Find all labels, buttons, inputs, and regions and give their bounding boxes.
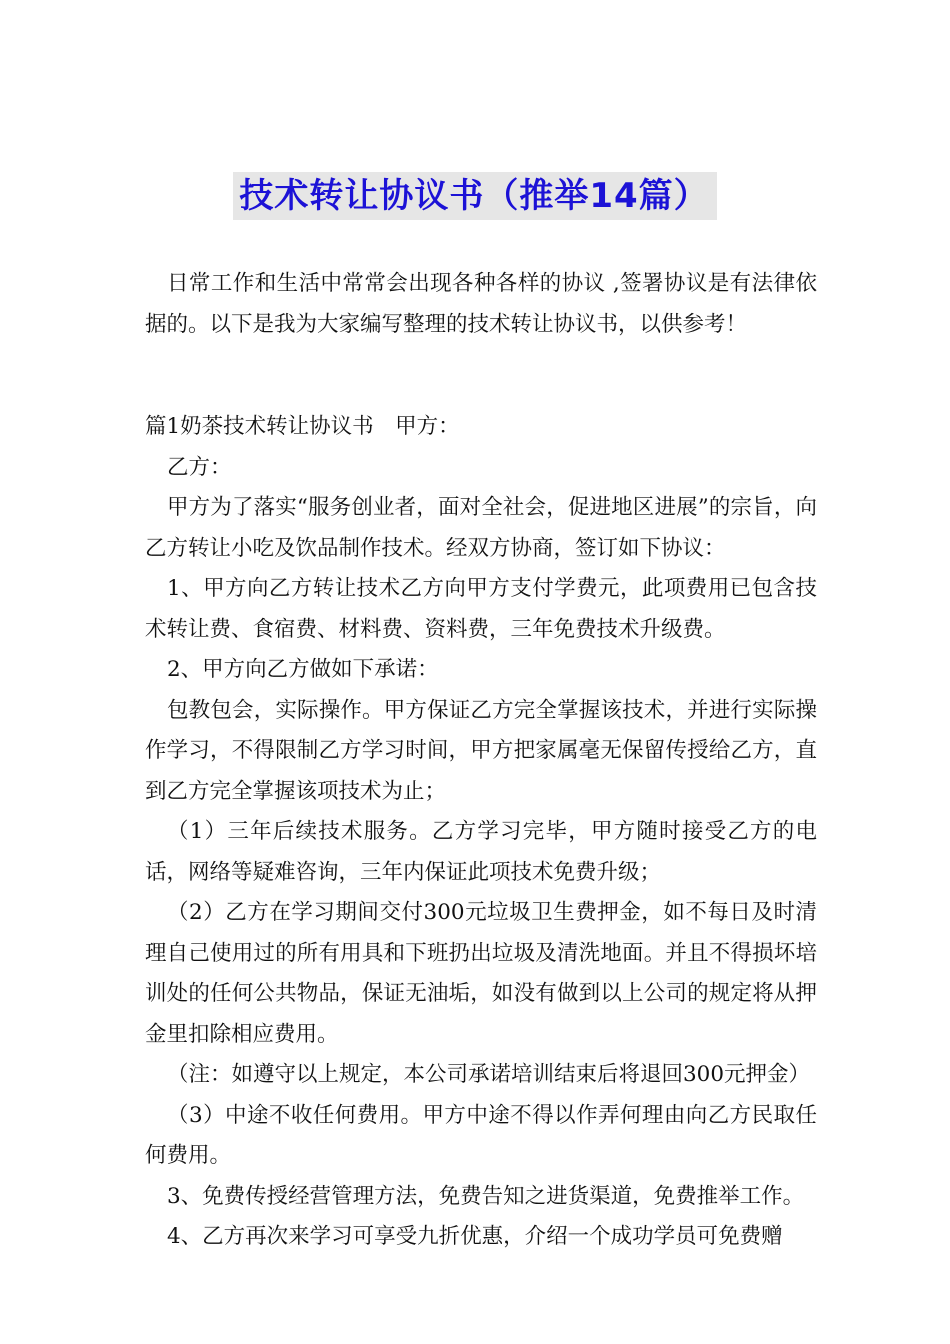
clause-2-item-2: （2）乙方在学习期间交付300元垃圾卫生费押金，如不每日及时清理自己使用过的所有用具和下班扔出垃圾及清洗地面。并且不得损坏培训处的任何公共物品，保证无油垢，如没有做到以上公司的规定将从押金里扣除相应费用。 [145, 900, 817, 1047]
document-title: 技术转让协议书（推举14篇） [233, 172, 716, 220]
clause-2-note: （注：如遵守以上规定，本公司承诺培训结束后将退回300元押金） [167, 1062, 811, 1087]
section-heading: 篇1奶茶技术转让协议书 甲方： [145, 414, 460, 439]
clause-2: 2、甲方向乙方做如下承诺： [167, 657, 439, 682]
party-b-line: 乙方： [167, 454, 232, 480]
clause-4: 4、乙方再次来学习可享受九折优惠，介绍一个成功学员可免费赠 [167, 1224, 783, 1249]
clause-2-item-3: （3）中途不收任何费用。甲方中途不得以作弄何理由向乙方民取任何费用。 [145, 1102, 817, 1168]
intro-section [145, 264, 817, 345]
clause-3: 3、免费传授经营管理方法，免费告知之进货渠道，免费推举工作。 [167, 1183, 805, 1209]
clause-2-item-1: （1）三年后续技术服务。乙方学习完毕，甲方随时接受乙方的电话，网络等疑难咨询，三年内保证此项技术免费升级； [145, 819, 817, 885]
clause-2-body: 包教包会，实际操作。甲方保证乙方完全掌握该技术，并进行实际操作学习，不得限制乙方学习时间，甲方把家属毫无保留传授给乙方，直到乙方完全掌握该项技术为止； [145, 697, 817, 804]
clause-1: 1、甲方向乙方转让技术乙方向甲方支付学费元，此项费用已包含技术转让费、食宿费、材料费、资料费，三年免费技术升级费。 [145, 576, 817, 642]
intro-paragraph: 日常工作和生活中常常会出现各种各样的协议 ,签署协议是有法律依据的。以下是我为大家编写整理的技术转让协议书，以供参考！ [145, 271, 817, 337]
title-container [0, 172, 950, 220]
purpose-paragraph: 甲方为了落实“服务创业者，面对全社会，促进地区进展”的宗旨，向乙方转让小吃及饮品制作技术。经双方协商，签订如下协议： [145, 495, 817, 561]
agreement-body [145, 407, 817, 1258]
